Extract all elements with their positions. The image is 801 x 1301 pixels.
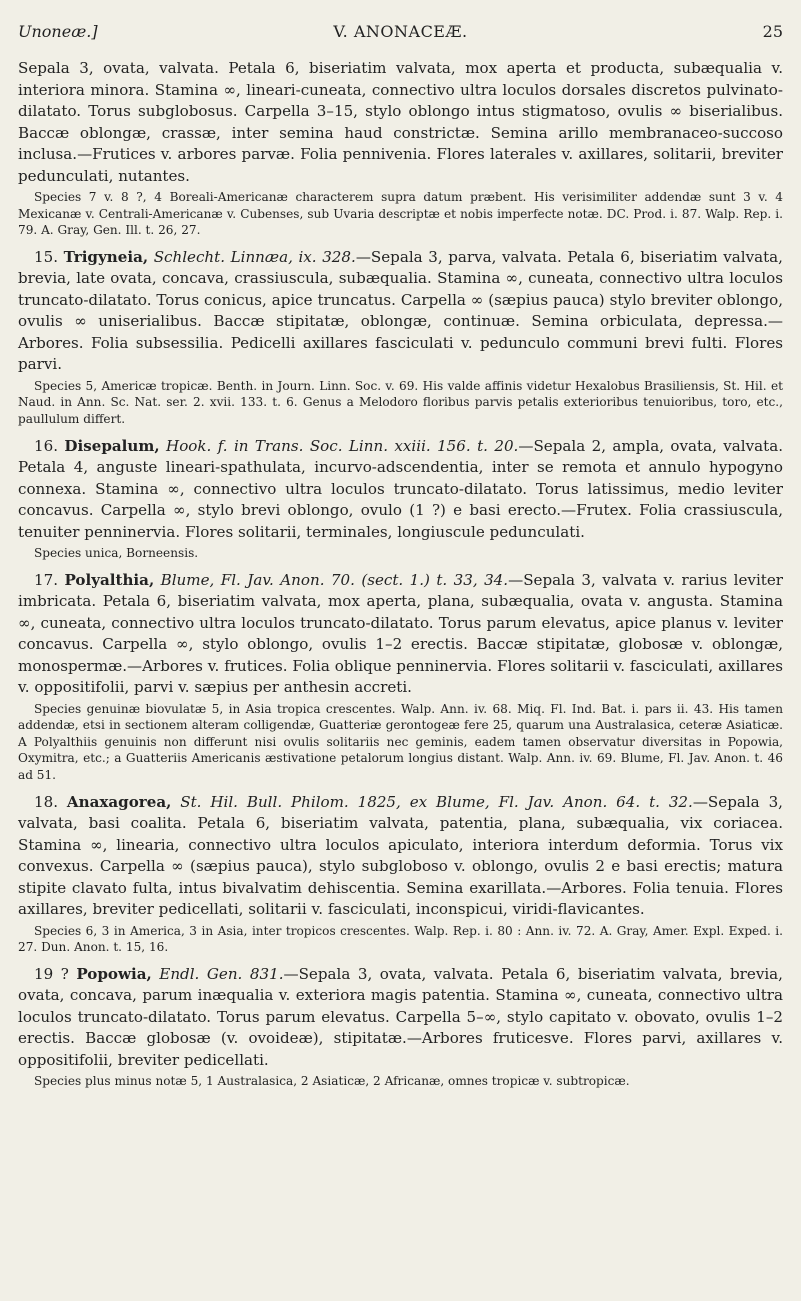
genus-description: [18, 570, 783, 699]
genus-name: Popowia,: [76, 964, 152, 983]
genus-name: Trigyneia,: [63, 247, 149, 266]
genus-description: [18, 792, 783, 921]
genus-authority: Endl. Gen. 831.: [159, 964, 284, 983]
genus-name: Disepalum,: [64, 436, 160, 455]
genus-number: 19 ?: [34, 964, 69, 983]
header-family-title: V. ANONACEÆ.: [333, 22, 468, 41]
intro-description: Sepala 3, ovata, valvata. Petala 6, biseriatim valvata, mox aperta et producta, subæqualia v. interiora minora. Stamina ∞, lineari-cuneata, connectivo ultra loculos dorsales discretos pulvinato-dilatato. Torus subglobosus. Carpella 3–15, stylo oblongo intus stigmatoso, ovulis ∞ biserialibus. Baccæ oblongæ, crassæ, inter semina haud constrictæ. Semina arillo membranaceo-succoso inclusa.—Frutices v. arbores parvæ. Folia pennivenia. Flores laterales v. axillares, solitarii, breviter pedunculati, nutantes.: [18, 59, 783, 185]
genus-text: —Sepala 2, ampla, ovata, valvata. Petala 4, anguste lineari-spathulata, incurvo-adscendentia, inter se remota et annulo hypogyno connexa. Stamina ∞, connectivo ultra loculos truncato-dilatato. Torus latissimus, medio leviter concavus. Carpella ∞, stylo brevi oblongo, ovulo (1 ?) e basi erecto.—Frutex. Folia crassiuscula, tenuiter penninervia. Flores solitarii, terminales, longiuscule pedunculati.: [18, 436, 784, 541]
genus-name: Polyalthia,: [64, 570, 155, 589]
intro-block: [18, 58, 783, 239]
genus-number: 16.: [34, 436, 59, 455]
genus-entry: [18, 436, 783, 562]
genus-species-note: Species unica, Borneensis.: [34, 546, 199, 561]
genus-species-note: Species plus minus notæ 5, 1 Australasica, 2 Asiaticæ, 2 Africanæ, omnes tropicæ v. subtropicæ.: [34, 1074, 630, 1089]
running-header: [18, 22, 783, 46]
genus-entry: [18, 964, 783, 1090]
genus-authority: Schlecht. Linnæa, ix. 328.: [153, 247, 356, 266]
genus-entry: [18, 792, 783, 956]
genus-entry: [18, 247, 783, 428]
header-section-left: Unoneæ.]: [18, 22, 98, 41]
genus-authority: Blume, Fl. Jav. Anon. 70. (sect. 1.) t. 33, 34.: [160, 570, 509, 589]
page-body: [18, 58, 783, 1090]
genus-description: [18, 247, 783, 376]
genus-name: Anaxagorea,: [66, 792, 172, 811]
page-number: 25: [762, 22, 783, 41]
genus-text: —Sepala 3, parva, valvata. Petala 6, biseriatim valvata, brevia, late ovata, concava, crassiuscula, subæqualia. Stamina ∞, cuneata, connectivo ultra loculos truncato-dilatato. Torus conicus, apice truncatus. Carpella ∞ (sæpius pauca) stylo breviter oblongo, ovulis ∞ uniserialibus. Baccæ stipitatæ, oblongæ, continuæ. Semina orbiculata, depressa.—Arbores. Folia subsessilia. Pedicelli axillares fasciculati v. pedunculo communi brevi fulti. Flores parvi.: [18, 247, 783, 374]
genus-entry: [18, 570, 783, 784]
genus-description: [18, 436, 783, 544]
genus-species-note: Species 6, 3 in America, 3 in Asia, inter tropicos crescentes. Walp. Rep. i. 80 : Ann. iv. 72. A. Gray, Amer. Expl. Exped. i. 27. Dun. Anon. t. 15, 16.: [18, 923, 783, 955]
genus-text: —Sepala 3, ovata, valvata. Petala 6, biseriatim valvata, brevia, ovata, concava, parum inæqualia v. exteriora magis patentia. Stamina ∞, cuneata, connectivo ultra loculos truncato-dilatato. Torus parum elevatus. Carpella 5–∞, stylo capitato v. obovato, ovulis 1–2 erectis. Baccæ globosæ (v. ovoideæ), stipitatæ.—Arbores fruticesve. Flores parvi, axillares v. oppositifolii, breviter pedicellati.: [18, 964, 783, 1069]
genus-description: [18, 964, 783, 1072]
genus-number: 15.: [34, 247, 59, 266]
genus-number: 18.: [34, 792, 59, 811]
genus-text: —Sepala 3, valvata, basi coalita. Petala 6, biseriatim valvata, patentia, plana, subæqualia, vix coriacea. Stamina ∞, linearia, connectivo ultra loculos apiculato, interiora interdum deformia. Torus vix convexus. Carpella ∞ (sæpius pauca), stylo subgloboso v. oblongo, ovulis 2 e basi erectis; matura stipite clavato fulta, intus bivalvatim dehiscentia. Semina exarillata.—Arbores. Folia tenuia. Flores axillares, breviter pedicellati, solitarii v. fasciculati, inconspicui, viridi-flavicantes.: [18, 792, 783, 919]
intro-species-note: Species 7 v. 8 ?, 4 Boreali-Americanæ characterem supra datum præbent. His verisimiliter addendæ sunt 3 v. 4 Mexicanæ v. Centrali-Americanæ v. Cubenses, sub Uvaria descriptæ et nobis imperfecte notæ. DC. Prod. i. 87. Walp. Rep. i. 79. A. Gray, Gen. Ill. t. 26, 27.: [18, 190, 783, 238]
genus-number: 17.: [34, 570, 59, 589]
genus-authority: St. Hil. Bull. Philom. 1825, ex Blume, Fl. Jav. Anon. 64. t. 32.: [180, 792, 693, 811]
genus-species-note: Species genuinæ biovulatæ 5, in Asia tropica crescentes. Walp. Ann. iv. 68. Miq. Fl. Ind. Bat. i. pars ii. 43. His tamen addendæ, etsi in sectionem alteram colligendæ, Guatteriæ gerontogeæ fere 25, quarum una Australasica, ceteræ Asiaticæ. A Polyalthiis genuinis non differunt nisi ovulis solitariis nec geminis, eadem tamen observatur diversitas in Popowia, Oxymitra, etc.; a Guatteriis Americanis æstivatione petalorum longius distant. Walp. Ann. iv. 69. Blume, Fl. Jav. Anon. t. 46 ad 51.: [18, 701, 783, 783]
genus-species-note: Species 5, Americæ tropicæ. Benth. in Journ. Linn. Soc. v. 69. His valde affinis videtur Hexalobus Brasiliensis, St. Hil. et Naud. in Ann. Sc. Nat. ser. 2. xvii. 133. t. 6. Genus a Melodoro floribus parvis petalis exterioribus tenuioribus, toro, etc., paullulum differt.: [18, 378, 783, 426]
genus-authority: Hook. f. in Trans. Soc. Linn. xxiii. 156. t. 20.: [166, 436, 519, 455]
genus-text: —Sepala 3, valvata v. rarius leviter imbricata. Petala 6, biseriatim valvata, mox aperta, plana, subæqualia, ovata v. angusta. Stamina ∞, cuneata, connectivo ultra loculos truncato-dilatato. Torus parum elevatus, apice planus v. leviter concavus. Carpella ∞, stylo oblongo, ovulis 1–2 erectis. Baccæ stipitatæ, globosæ v. oblongæ, monospermæ.—Arbores v. frutices. Folia oblique penninervia. Flores solitarii v. fasciculati, axillares v. oppositifolii, parvi v. sæpius per anthesin accreti.: [18, 570, 783, 697]
